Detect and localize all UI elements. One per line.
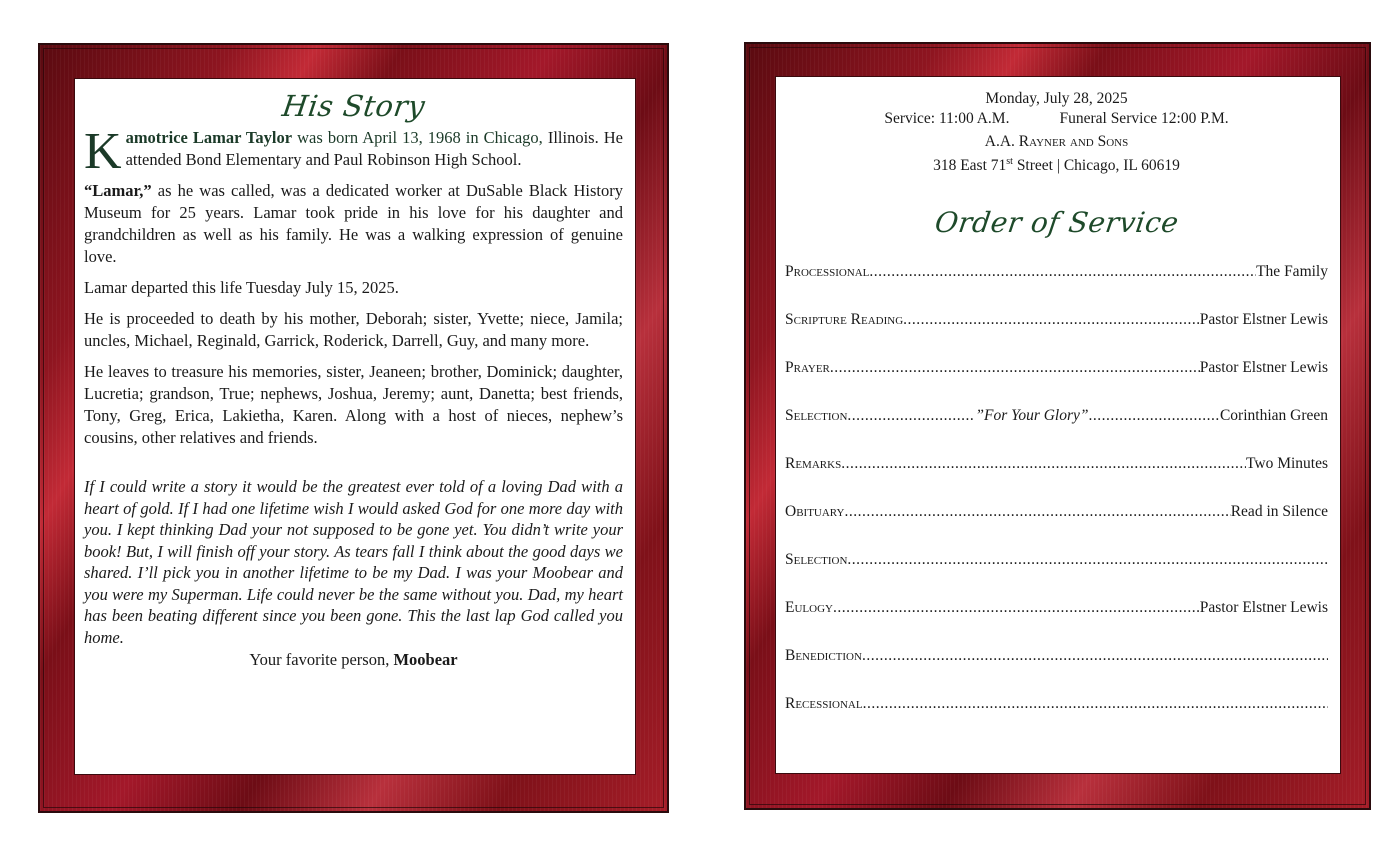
leader-dots [841, 454, 1246, 474]
service-item-label: Processional [785, 263, 870, 281]
song-title: ”For Your Glory” [975, 407, 1089, 425]
work-text: as he was called, was a dedicated worker at DuSable Black History Museum for 25 years. Lamar took pride in his love for his daughter and grandchildren as well as his family. He was a walking expression of genuine love. [84, 181, 623, 266]
leader-dots [847, 550, 1328, 570]
his-story-content [74, 78, 636, 775]
leader-dots [830, 358, 1200, 378]
nickname: “Lamar,” [84, 181, 152, 200]
leader-dots [1089, 406, 1220, 426]
service-item-label: Selection [785, 551, 848, 569]
order-of-service-title: Order of Service [932, 206, 1181, 240]
departure-paragraph: Lamar departed this life Tuesday July 15, 2025. [84, 278, 399, 297]
birth-text: was born April 13, 1968 in Chicago, [292, 128, 548, 147]
leader-dots [863, 694, 1328, 714]
service-item-value: Read in Silence [1230, 503, 1328, 521]
address [785, 152, 1328, 176]
preceded-paragraph: He is proceeded to death by his mother, Deborah; sister, Yvette; niece, Jamila; uncles, Michael, Reginald, Garrick, Roderick, Darrell, Guy, and many more. [84, 309, 623, 350]
drop-cap: K [84, 123, 122, 180]
order-of-service-content [775, 76, 1341, 774]
service-item-value: Pastor Elstner Lewis [1199, 599, 1328, 617]
leader-dots [869, 262, 1256, 282]
address-city: Street | Chicago, IL 60619 [1012, 157, 1180, 175]
his-story-panel [38, 43, 669, 813]
service-item-label: Eulogy [785, 599, 833, 617]
leader-dots [862, 646, 1328, 666]
service-item-value: Pastor Elstner Lewis [1199, 359, 1328, 377]
address-suffix: st [1006, 156, 1013, 167]
signature-name: Moobear [393, 650, 458, 669]
leader-dots [833, 598, 1200, 618]
address-street: 318 East 71 [933, 157, 1007, 175]
service-item-value: Pastor Elstner Lewis [1199, 311, 1328, 329]
order-of-service-panel [744, 42, 1371, 810]
service-item-label: Prayer [785, 359, 830, 377]
leader-dots [847, 406, 975, 426]
service-item [785, 502, 1328, 550]
service-date: Monday, July 28, 2025 [985, 90, 1128, 107]
service-item-value: The Family [1256, 263, 1328, 281]
service-item-label: Recessional [785, 695, 863, 713]
bio-rest: Illinois. He attended Bond Elementary and Paul Robinson High School. [125, 128, 623, 169]
service-item [785, 646, 1328, 694]
service-item [785, 406, 1328, 454]
work-paragraph [84, 180, 623, 268]
tribute-signature [84, 650, 623, 670]
service-item [785, 358, 1328, 406]
tribute-poem: If I could write a story it would be the greatest ever told of a loving Dad with a heart of gold. If I had one lifetime wish I would asked God for one more day with you. I kept thinking Dad your not supposed to be gone yet. You didn’t write your book! But, I will finish off your story. As tears fall I think about the good days we shared. I’ll pick you in another lifetime to be my Dad. I was your Moobear and you were my Superman. Life could never be the same without you. Dad, my heart has been beating different since you been gone. This the last lap God called you home. [84, 477, 623, 647]
deceased-name: amotrice Lamar Taylor [125, 128, 293, 147]
service-item-label: Obituary [785, 503, 845, 521]
service-item-label: Scripture Reading [785, 311, 904, 329]
service-item-label: Remarks [785, 455, 842, 473]
service-item [785, 694, 1328, 742]
leader-dots [903, 310, 1200, 330]
service-item-value: Two Minutes [1245, 455, 1328, 473]
service-header [785, 89, 1328, 176]
leader-dots [844, 502, 1230, 522]
bio-paragraph [84, 123, 623, 180]
service-item-label: Benediction [785, 647, 862, 665]
funeral-time: Funeral Service 12:00 P.M. [1059, 110, 1229, 127]
service-time: Service: 11:00 A.M. [884, 110, 1010, 127]
signature-prefix: Your favorite person, [249, 650, 394, 669]
service-item-value: Corinthian Green [1219, 407, 1328, 425]
service-item [785, 262, 1328, 310]
survivors-paragraph: He leaves to treasure his memories, sister, Jeaneen; brother, Dominick; daughter, Lucretia; grandson, True; nephews, Joshua, Jeremy; aunt, Danetta; best friends, Tony, Greg, Erica, Lakietha, Karen. Along with a host of nieces, nephew’s cousins, other relatives and friends. [84, 362, 623, 447]
story-body [84, 123, 623, 449]
service-item [785, 550, 1328, 598]
service-item [785, 454, 1328, 502]
his-story-title: His Story [280, 89, 428, 123]
service-item [785, 598, 1328, 646]
service-item-label: Selection [785, 407, 848, 425]
service-item [785, 310, 1328, 358]
funeral-home: A.A. Rayner and Sons [984, 133, 1129, 150]
service-times [785, 109, 1328, 129]
